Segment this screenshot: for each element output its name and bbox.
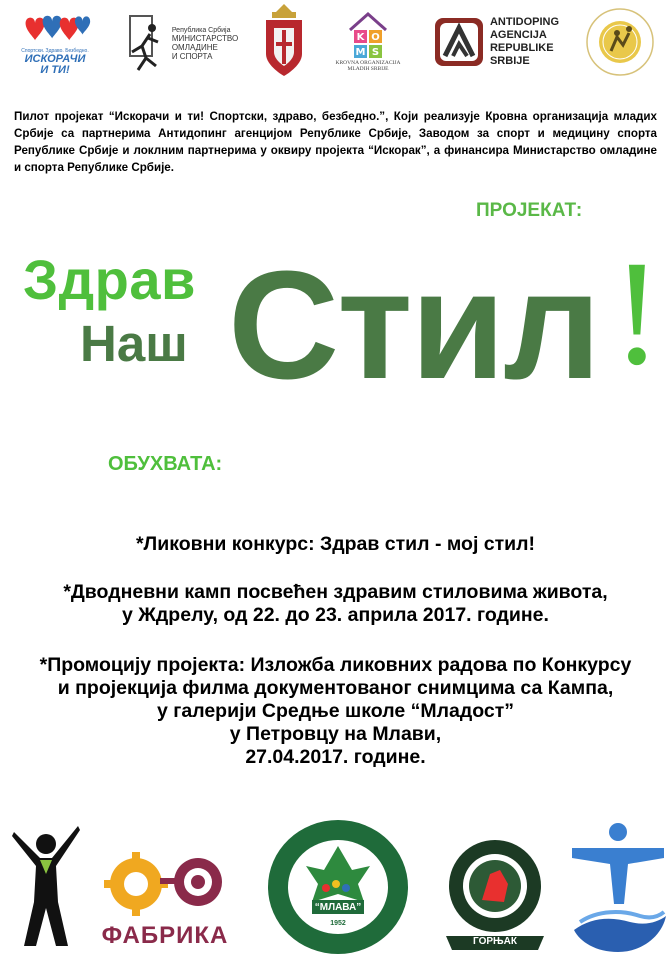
antidoping-name-4: SRBIJE (489, 55, 530, 67)
antidoping-name-2: AGENCIJA (489, 29, 547, 41)
antidoping-logo (430, 12, 562, 72)
swimmer-logo (570, 818, 668, 956)
runner-icon (124, 12, 170, 76)
iskoraci-title: ИСКОРАЧИ (24, 53, 86, 65)
gorjak-logo (438, 830, 552, 956)
ministry-name-1: МИНИСТАРСТВО (171, 34, 239, 43)
mlava-year: 1952 (330, 920, 346, 927)
title-word-nash: Наш (80, 315, 188, 372)
item-line: *Ликовни конкурс: Здрав стил - мој стил! (135, 533, 536, 555)
person-icon (10, 822, 82, 950)
iskoraci-logo (12, 10, 98, 76)
gorjak-name: ГОРЊАК (473, 936, 517, 947)
item-line: *Промоцију пројекта: Изложба ликовних радова по Конкурсу (39, 654, 632, 676)
person-logo (10, 822, 82, 950)
includes-label: ОБУХВАТА: (108, 453, 223, 475)
item-line: у галерији Средње школе “Младост” (156, 700, 515, 722)
title-exclamation: ! (612, 230, 662, 396)
item-line: и пројекција филма документованог снимцима са Кампа, (57, 677, 614, 699)
item-line: у Петровцу на Млави, (229, 723, 442, 745)
item-promotion (0, 654, 671, 769)
gear-icon (98, 848, 232, 922)
mlava-scouts-logo (266, 818, 410, 956)
title-word-stil: Стил (228, 239, 600, 411)
coat-of-arms-icon (262, 2, 306, 80)
ministry-country: Република Србија (171, 27, 231, 34)
swimmer-icon (570, 818, 668, 956)
item-line: *Дводневни камп посвећен здравим стиловима живота, (63, 581, 608, 603)
coat-of-arms-logo (262, 2, 306, 80)
house-icon (346, 10, 390, 60)
koms-name-2: MLADIH SRBIJE (347, 66, 389, 72)
item-line: 27.04.2017. године. (245, 746, 426, 768)
item-camp (0, 581, 671, 627)
item-art-contest (0, 533, 671, 556)
antidoping-name-1: ANTIDOPING (489, 16, 560, 28)
svg-text:K: K (356, 32, 365, 43)
ministry-name-2: ОМЛАДИНЕ (171, 43, 218, 52)
intro-paragraph: Пилот пројекат “Искорачи и ти! Спортски, здраво, безбедно.”, Који реализује Кровна организација младих Србије са партнерима Антидопинг агенцијом Републике Србије, Заводом за спорт и медицину спорта Републике Србије и локлним партнерима у оквиру пројекта “Искорак”, а финансира Министарство омладине и спорта Републике Србије. (14, 110, 657, 174)
fabrika-name: ФАБРИКА (101, 922, 229, 949)
fabrika-logo (96, 845, 234, 953)
svg-text:S: S (371, 47, 380, 58)
ministry-logo (122, 10, 240, 78)
item-line: у Ждрелу, од 22. до 23. априла 2017. године. (122, 604, 549, 626)
ministry-name-3: И СПОРТА (171, 52, 213, 61)
koms-name-1: KROVNA ORGANIZACIJA (335, 60, 401, 66)
mlava-name: “МЛАВА” (314, 902, 362, 913)
koms-logo (330, 4, 406, 78)
svg-text:M: M (355, 47, 366, 58)
hearts-icon (12, 10, 98, 48)
sport-institute-icon (585, 7, 655, 77)
iskoraci-subtitle: И ТИ! (40, 64, 70, 76)
antidoping-icon (433, 16, 485, 68)
svg-text:O: O (371, 32, 380, 43)
mlava-emblem-icon (266, 818, 410, 956)
iskoraci-tagline: Спортски. Здраво. Безбедно. (21, 48, 89, 54)
sport-institute-logo (584, 6, 656, 78)
antidoping-name-3: REPUBLIKE (489, 42, 554, 54)
title-word-zdrav: Здрав (23, 248, 196, 311)
project-label: ПРОЈЕКАТ: (476, 200, 583, 221)
